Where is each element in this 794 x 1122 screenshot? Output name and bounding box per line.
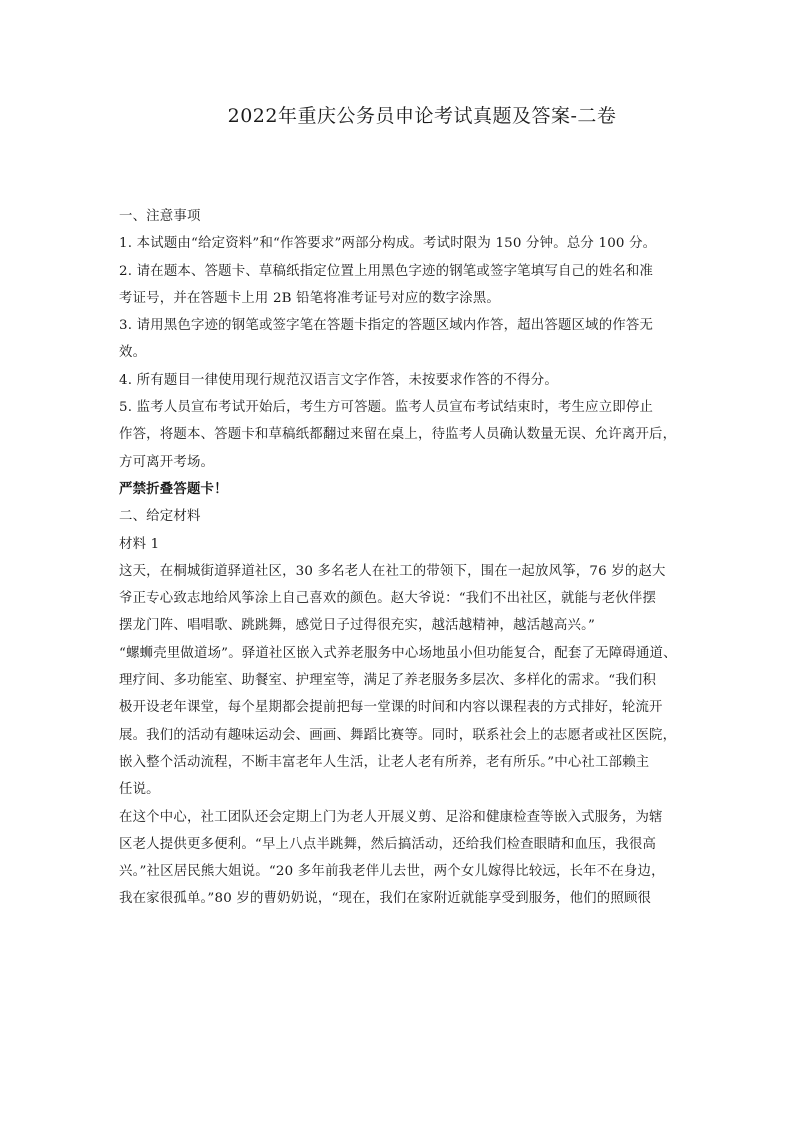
paragraph-line: 摆龙门阵、唱唱歌、跳跳舞，感觉日子过得很充实，越活越精神，越活越高兴。” (119, 618, 596, 634)
material-heading: 材料 1 (119, 536, 160, 552)
paragraph-line: 作答，将题本、答题卡和草稿纸都翻过来留在桌上，待监考人员确认数量无误、允许离开后， (119, 427, 677, 443)
paragraph-line: 5. 监考人员宣布考试开始后，考生方可答题。监考人员宣布考试结束时，考生应立即停止 (119, 400, 654, 416)
paragraph-line: 理疗间、多功能室、助餐室、护理室等，满足了养老服务多层次、多样化的需求。“我们积 (119, 673, 657, 689)
paragraph-line: 2. 请在题本、答题卡、草稿纸指定位置上用黑色字迹的钢笔或签字笔填写自己的姓名和准 (119, 263, 654, 279)
paragraph-line: 兴。”社区居民熊大姐说。“20 多年前我老伴儿去世，两个女儿嫁得比较远，长年不在身边， (119, 864, 665, 880)
paragraph-line: 极开设老年课堂，每个星期都会提前把每一堂课的时间和内容以课程表的方式排好，轮流开 (119, 700, 663, 716)
paragraph-line: 这天，在桐城街道驿道社区，30 多名老人在社工的带领下，围在一起放风筝，76 岁的赵大 (119, 563, 666, 579)
paragraph-line: 3. 请用黑色字迹的钢笔或签字笔在答题卡指定的答题区域内作答，超出答题区域的作答无 (119, 318, 654, 334)
document-body (119, 203, 699, 913)
paragraph-line: 考证号，并在答题卡上用 2B 铅笔将准考证号对应的数字涂黑。 (119, 290, 501, 306)
paragraph-line: 4. 所有题目一律使用现行规范汉语言文字作答，未按要求作答的不得分。 (119, 372, 558, 388)
paragraph-line: 任说。 (119, 782, 160, 798)
paragraph-line: 效。 (119, 345, 147, 361)
paragraph-line: 爷正专心致志地给风筝涂上自己喜欢的颜色。赵大爷说：“我们不出社区，就能与老伙伴摆 (119, 591, 657, 607)
paragraph-line: 1. 本试题由“给定资料”和“作答要求”两部分构成。考试时限为 150 分钟。总分 100 分。 (119, 236, 657, 252)
section-heading-notes: 一、注意事项 (119, 209, 201, 224)
document-title: 2022年重庆公务员申论考试真题及答案-二卷 (227, 105, 617, 127)
paragraph-line: “螺蛳壳里做道场”。驿道社区嵌入式养老服务中心场地虽小但功能复合，配套了无障碍通道、 (119, 645, 677, 661)
paragraph-line: 方可离开考场。 (119, 454, 215, 470)
paragraph-line: 区老人提供更多便利。“早上八点半跳舞，然后搞活动，还给我们检查眼睛和血压，我很高 (119, 836, 657, 852)
paragraph-line: 展。我们的活动有趣味运动会、画画、舞蹈比赛等。同时，联系社会上的志愿者或社区医院， (119, 727, 677, 743)
section-heading-materials: 二、给定材料 (119, 509, 201, 525)
paragraph-line: 嵌入整个活动流程，不断丰富老年人生活，让老人老有所养，老有所乐。”中心社工部赖主 (119, 754, 650, 770)
paragraph-line: 我在家很孤单。”80 岁的曹奶奶说，“现在，我们在家附近就能享受到服务，他们的照顾很 (119, 891, 652, 907)
warning-line: 严禁折叠答题卡！ (119, 480, 228, 497)
paragraph-line: 在这个中心，社工团队还会定期上门为老人开展义剪、足浴和健康检查等嵌入式服务，为辖 (119, 809, 663, 825)
